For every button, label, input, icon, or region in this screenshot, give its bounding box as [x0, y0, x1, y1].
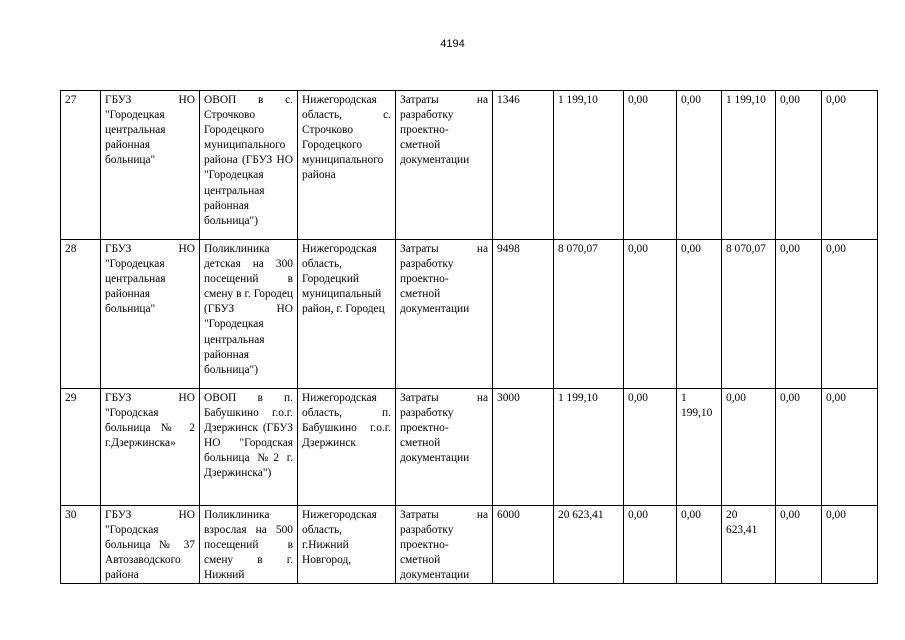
address-cell: Нижегородская область, г.Нижний Новгород, — [298, 506, 396, 584]
amount-cell: 0,00 — [822, 91, 878, 240]
table-row — [61, 240, 878, 389]
object-cell: Поликлиника взрослая на 500 посещений в смену в г. Нижний — [200, 506, 298, 584]
amount-cell: 20 623,41 — [722, 506, 776, 584]
amount-cell: 0,00 — [776, 91, 822, 240]
amount-cell: 0,00 — [822, 240, 878, 389]
amount-cell: 0,00 — [776, 506, 822, 584]
amount-cell: 0,00 — [677, 506, 722, 584]
total-cell: 1 199,10 — [554, 389, 624, 506]
amount-cell: 0,00 — [776, 389, 822, 506]
table-row — [61, 389, 878, 506]
page-number: 4194 — [440, 38, 465, 50]
amount-cell: 1 199,10 — [677, 389, 722, 506]
row-number: 27 — [61, 91, 101, 240]
amount-cell: 0,00 — [822, 389, 878, 506]
address-cell: Нижегородская область, с. Строчково Городецкого муниципального района — [298, 91, 396, 240]
code-cell: 6000 — [493, 506, 554, 584]
row-number: 29 — [61, 389, 101, 506]
total-cell: 8 070,07 — [554, 240, 624, 389]
purpose-cell: Затраты на разработку проектно-сметной документации — [396, 506, 493, 584]
amount-cell: 0,00 — [722, 389, 776, 506]
table-row — [61, 506, 878, 584]
amount-cell: 0,00 — [822, 506, 878, 584]
row-number: 28 — [61, 240, 101, 389]
institution-cell: ГБУЗ НО "Городецкая центральная районная больница" — [101, 91, 200, 240]
amount-cell: 8 070,07 — [722, 240, 776, 389]
code-cell: 9498 — [493, 240, 554, 389]
amount-cell: 1 199,10 — [722, 91, 776, 240]
code-cell: 3000 — [493, 389, 554, 506]
amount-cell: 0,00 — [677, 91, 722, 240]
total-cell: 20 623,41 — [554, 506, 624, 584]
table-row — [61, 91, 878, 240]
object-cell: ОВОП в п. Бабушкино г.о.г. Дзержинск (ГБУЗ НО "Городская больница №2 г. Дзержинска") — [200, 389, 298, 506]
row-number: 30 — [61, 506, 101, 584]
amount-cell: 0,00 — [624, 91, 677, 240]
institution-cell: ГБУЗ НО "Городская больница № 37 Автозаводского района — [101, 506, 200, 584]
amount-cell: 0,00 — [776, 240, 822, 389]
object-cell: ОВОП в с. Строчково Городецкого муниципального района (ГБУЗ НО "Городецкая центральная районная больница") — [200, 91, 298, 240]
amount-cell: 0,00 — [624, 389, 677, 506]
address-cell: Нижегородская область, п. Бабушкино г.о.г. Дзержинск — [298, 389, 396, 506]
amount-cell: 0,00 — [677, 240, 722, 389]
funding-table — [60, 90, 878, 584]
amount-cell: 0,00 — [624, 506, 677, 584]
amount-cell: 0,00 — [624, 240, 677, 389]
institution-cell: ГБУЗ НО "Городская больница № 2 г.Дзержинска» — [101, 389, 200, 506]
purpose-cell: Затраты на разработку проектно-сметной документации — [396, 240, 493, 389]
total-cell: 1 199,10 — [554, 91, 624, 240]
code-cell: 1346 — [493, 91, 554, 240]
institution-cell: ГБУЗ НО "Городецкая центральная районная больница" — [101, 240, 200, 389]
address-cell: Нижегородская область, Городецкий муниципальный район, г. Городец — [298, 240, 396, 389]
object-cell: Поликлиника детская на 300 посещений в смену в г. Городец (ГБУЗ НО "Городецкая центральная районная больница") — [200, 240, 298, 389]
purpose-cell: Затраты на разработку проектно-сметной документации — [396, 91, 493, 240]
purpose-cell: Затраты на разработку проектно-сметной документации — [396, 389, 493, 506]
